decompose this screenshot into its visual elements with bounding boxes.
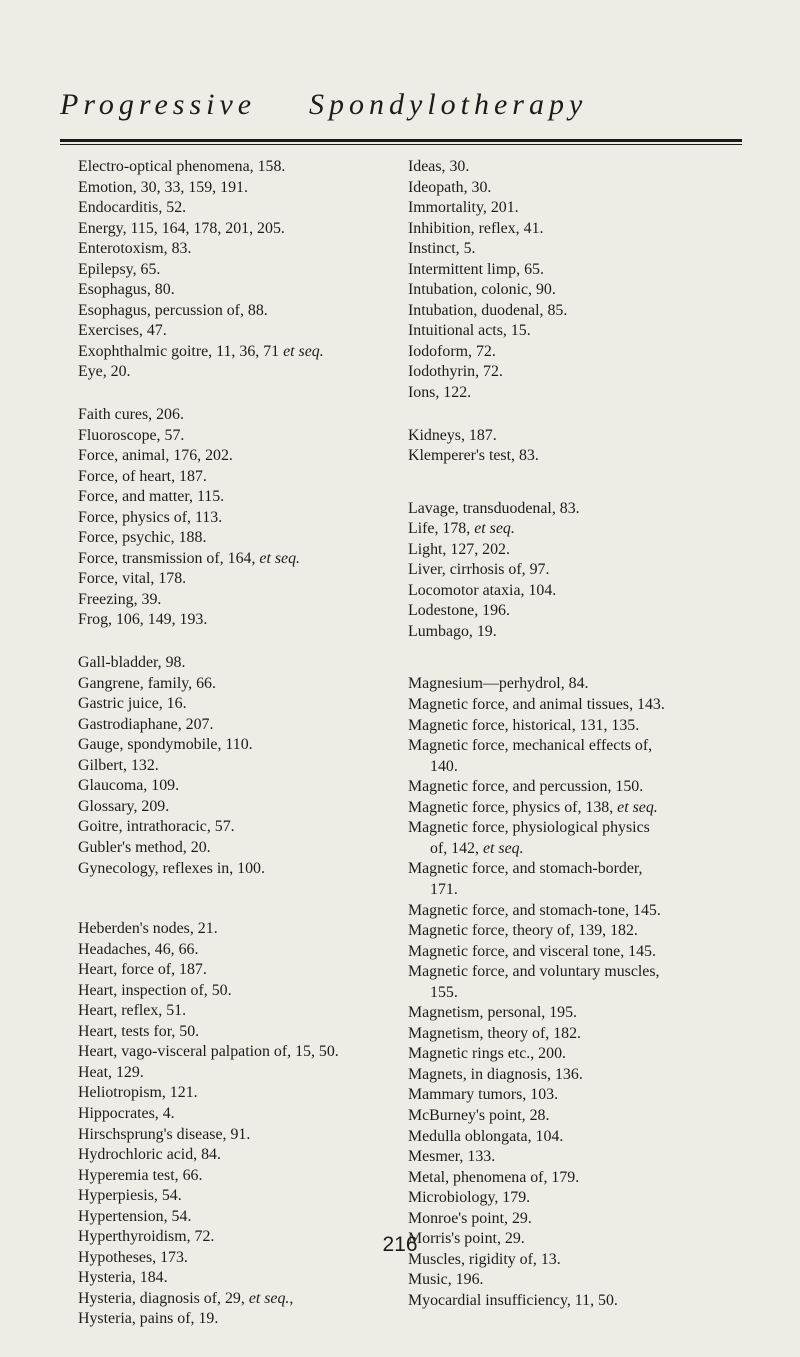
index-entry: Gubler's method, 20. xyxy=(78,838,211,856)
index-entry: 155. xyxy=(430,983,458,1001)
index-entry: Instinct, 5. xyxy=(408,240,476,258)
index-entry: Microbiology, 179. xyxy=(408,1189,531,1207)
index-entry: Heart, tests for, 50. xyxy=(78,1022,200,1040)
index-entry: Magnetic force, theory of, 139, 182. xyxy=(408,922,638,940)
index-entry: Force, vital, 178. xyxy=(78,570,187,588)
index-entry: Light, 127, 202. xyxy=(408,540,510,558)
index-entry: Intubation, colonic, 90. xyxy=(408,281,556,299)
index-entry: Heart, force of, 187. xyxy=(78,961,207,979)
index-entry: Headaches, 46, 66. xyxy=(78,940,199,958)
index-entry: Gangrene, family, 66. xyxy=(78,674,216,692)
index-entry: Life, 178, et seq. xyxy=(408,520,515,538)
index-entry: Magnetic force, physics of, 138, et seq. xyxy=(408,798,658,816)
index-entry: Hyperpiesis, 54. xyxy=(78,1187,182,1205)
section-gap xyxy=(408,404,752,426)
index-entry: 140. xyxy=(430,757,458,775)
index-entry: Heart, vago-visceral palpation of, 15, 50. xyxy=(78,1043,339,1061)
index-entry: Gynecology, reflexes in, 100. xyxy=(78,859,265,877)
index-entry: Magnesium—perhydrol, 84. xyxy=(408,675,589,693)
index-entry: Hypertension, 54. xyxy=(78,1207,192,1225)
index-entry: Inhibition, reflex, 41. xyxy=(408,219,544,237)
index-entry: Electro-optical phenomena, 158. xyxy=(78,158,286,175)
index-entry: Gastric juice, 16. xyxy=(78,695,187,713)
index-entry: Hirschsprung's disease, 91. xyxy=(78,1125,251,1143)
index-entry: Morris's point, 29. xyxy=(408,1230,525,1248)
index-entry: Intuitional acts, 15. xyxy=(408,322,531,340)
index-entry: Esophagus, 80. xyxy=(78,281,175,299)
index-entry: Force, animal, 176, 202. xyxy=(78,447,233,465)
index-entry: Magnetic rings etc., 200. xyxy=(408,1045,566,1063)
index-entry: Glaucoma, 109. xyxy=(78,777,180,795)
index-entry: Ideopath, 30. xyxy=(408,178,492,196)
index-entry: Force, physics of, 113. xyxy=(78,508,223,526)
index-entry: Music, 196. xyxy=(408,1271,484,1289)
index-entry: Exophthalmic goitre, 11, 36, 71 et seq. xyxy=(78,342,324,360)
index-column-right xyxy=(408,157,752,1311)
page-number: 216 xyxy=(382,1233,418,1256)
index-entry: Iodothyrin, 72. xyxy=(408,363,503,381)
index-entry: Magnetic force, and voluntary muscles, xyxy=(408,963,660,981)
index-entry: Magnetic force, and visceral tone, 145. xyxy=(408,942,656,960)
index-entry: Hypotheses, 173. xyxy=(78,1248,188,1266)
index-entry: Gall-bladder, 98. xyxy=(78,654,186,672)
section-gap xyxy=(78,631,400,653)
index-entry: 171. xyxy=(430,880,458,898)
index-entry: Magnetic force, historical, 131, 135. xyxy=(408,716,640,734)
index-entry: Magnetic force, and stomach-tone, 145. xyxy=(408,901,661,919)
index-entry: Hysteria, pains of, 19. xyxy=(78,1310,219,1328)
index-entry: Kidneys, 187. xyxy=(408,426,497,444)
index-entry: Iodoform, 72. xyxy=(408,342,496,360)
index-entry: Heat, 129. xyxy=(78,1063,144,1081)
index-entry: Glossary, 209. xyxy=(78,797,170,815)
running-header xyxy=(60,88,742,136)
index-entry: Enterotoxism, 83. xyxy=(78,240,192,258)
index-entry: Energy, 115, 164, 178, 201, 205. xyxy=(78,219,285,237)
index-column-left xyxy=(78,157,400,1330)
index-entry: Magnetic force, and animal tissues, 143. xyxy=(408,696,665,714)
section-gap xyxy=(78,383,400,405)
index-entry: Heart, inspection of, 50. xyxy=(78,981,232,999)
index-entry: Goitre, intrathoracic, 57. xyxy=(78,818,235,836)
index-entry: Magnetic force, physiological physics xyxy=(408,819,650,837)
index-entry: Hysteria, 184. xyxy=(78,1269,168,1287)
index-entry: Ions, 122. xyxy=(408,384,472,402)
index-entry: Magnetic force, and stomach-border, xyxy=(408,860,643,878)
index-entry: Fluoroscope, 57. xyxy=(78,426,185,444)
header-title-left: Progressive xyxy=(60,88,257,121)
index-entry: Gauge, spondymobile, 110. xyxy=(78,736,253,754)
index-entry: Endocarditis, 52. xyxy=(78,199,187,217)
index-entry: Heberden's nodes, 21. xyxy=(78,920,218,938)
index-entry: Myocardial insufficiency, 11, 50. xyxy=(408,1291,618,1309)
index-entry: Magnetism, personal, 195. xyxy=(408,1004,578,1022)
index-entry: Lavage, transduodenal, 83. xyxy=(408,499,580,517)
section-gap xyxy=(408,642,752,674)
index-entry: Immortality, 201. xyxy=(408,199,519,217)
index-entry: Freezing, 39. xyxy=(78,590,162,608)
index-entry: Mammary tumors, 103. xyxy=(408,1086,559,1104)
index-entry: Esophagus, percussion of, 88. xyxy=(78,301,268,319)
index-entry: of, 142, et seq. xyxy=(430,839,524,857)
section-gap xyxy=(408,467,752,499)
index-entry: Ideas, 30. xyxy=(408,158,470,175)
index-entry: Force, transmission of, 164, et seq. xyxy=(78,549,301,567)
index-entry: Hysteria, diagnosis of, 29, et seq., xyxy=(78,1289,294,1307)
index-entry: Hyperemia test, 66. xyxy=(78,1166,203,1184)
index-entry: Hippocrates, 4. xyxy=(78,1104,175,1122)
section-gap xyxy=(78,879,400,919)
index-entry: Magnets, in diagnosis, 136. xyxy=(408,1065,583,1083)
index-entry: Lumbago, 19. xyxy=(408,622,497,640)
index-entry: Gilbert, 132. xyxy=(78,756,159,774)
index-entry: Magnetic force, and percussion, 150. xyxy=(408,778,644,796)
index-entry: Intubation, duodenal, 85. xyxy=(408,301,568,319)
index-entry: Force, and matter, 115. xyxy=(78,488,225,506)
index-entry: Exercises, 47. xyxy=(78,322,167,340)
index-entry: Muscles, rigidity of, 13. xyxy=(408,1250,561,1268)
index-entry: Magnetism, theory of, 182. xyxy=(408,1024,582,1042)
index-entry: Hydrochloric acid, 84. xyxy=(78,1146,221,1164)
index-entry: Liver, cirrhosis of, 97. xyxy=(408,561,550,579)
header-title-right: Spondylotherapy xyxy=(309,88,588,121)
index-entry: Medulla oblongata, 104. xyxy=(408,1127,564,1145)
index-entry: Intermittent limp, 65. xyxy=(408,260,544,278)
index-entry: Klemperer's test, 83. xyxy=(408,447,539,465)
index-entry: Locomotor ataxia, 104. xyxy=(408,581,557,599)
index-entry: Emotion, 30, 33, 159, 191. xyxy=(78,178,248,196)
index-entry: Force, psychic, 188. xyxy=(78,529,207,547)
index-entry: Gastrodiaphane, 207. xyxy=(78,715,214,733)
index-entry: Epilepsy, 65. xyxy=(78,260,161,278)
index-entry: Heliotropism, 121. xyxy=(78,1084,198,1102)
index-entry: Heart, reflex, 51. xyxy=(78,1002,187,1020)
index-entry: McBurney's point, 28. xyxy=(408,1106,550,1124)
index-entry: Eye, 20. xyxy=(78,363,131,381)
index-entry: Frog, 106, 149, 193. xyxy=(78,611,208,629)
index-entry: Lodestone, 196. xyxy=(408,602,510,620)
index-entry: Mesmer, 133. xyxy=(408,1148,496,1166)
index-entry: Metal, phenomena of, 179. xyxy=(408,1168,580,1186)
index-entry: Magnetic force, mechanical effects of, xyxy=(408,737,653,755)
header-rule-thick xyxy=(60,139,742,142)
index-entry: Force, of heart, 187. xyxy=(78,467,207,485)
index-entry: Faith cures, 206. xyxy=(78,406,184,424)
index-entry: Monroe's point, 29. xyxy=(408,1209,532,1227)
index-entry: Hyperthyroidism, 72. xyxy=(78,1228,215,1246)
header-rule-thin xyxy=(60,144,742,145)
